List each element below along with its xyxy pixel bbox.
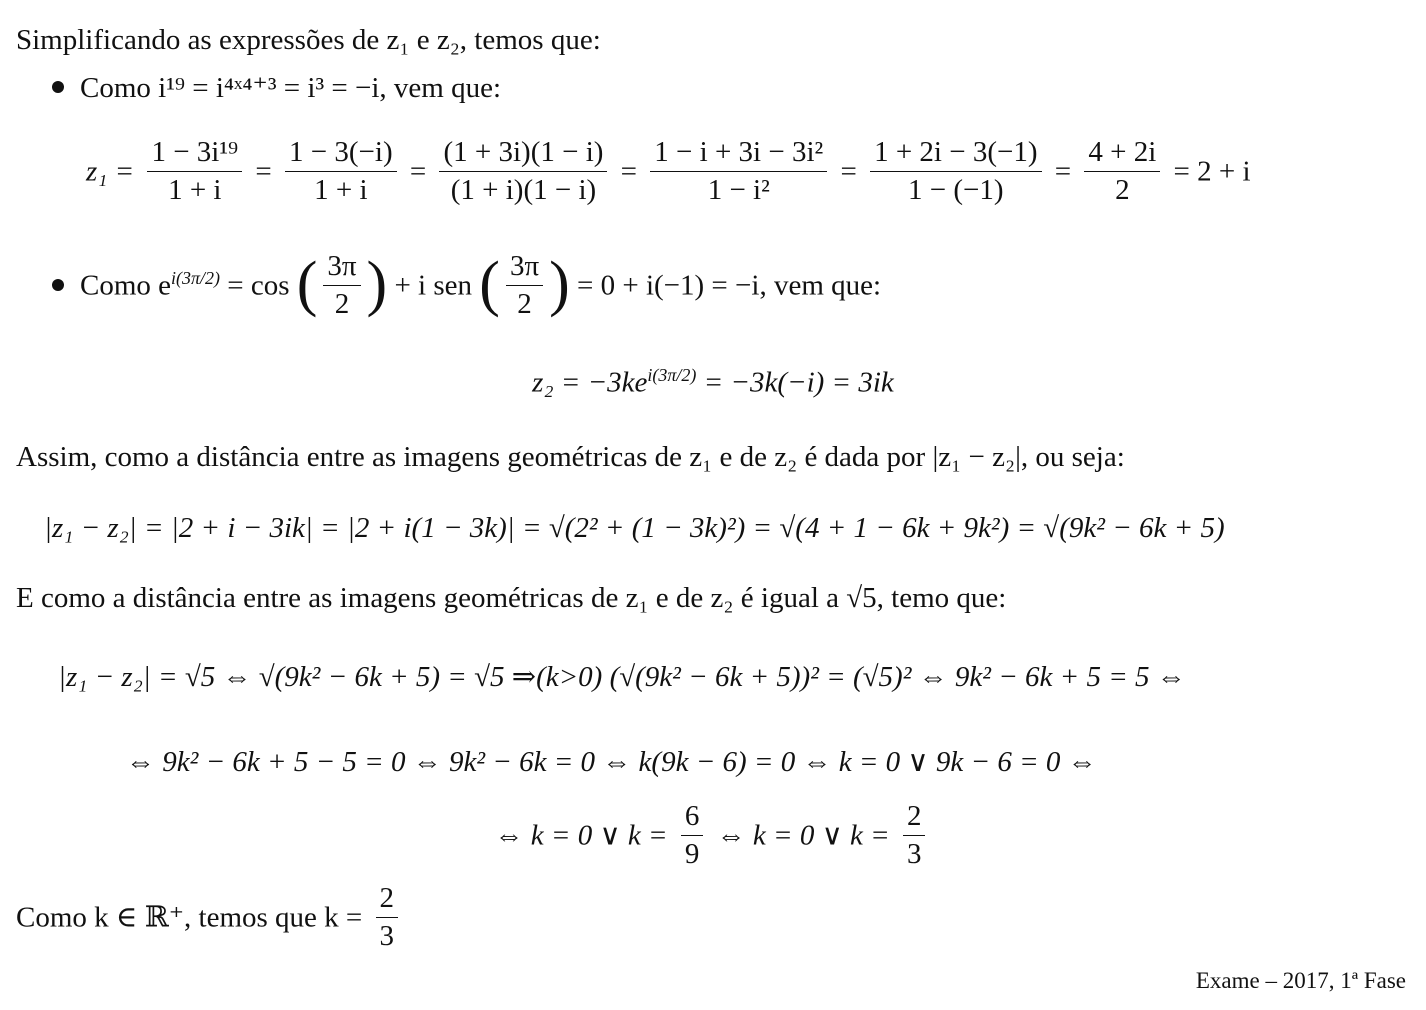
z2-exponent: i(3π/2) xyxy=(647,365,697,385)
conclusion-frac-num: 2 xyxy=(376,882,399,918)
z2-lhs: z₂ = −3ke xyxy=(532,366,648,399)
conclusion-frac xyxy=(376,882,399,954)
z1-frac-4-num: 1 − i + 3i − 3i² xyxy=(650,136,827,172)
frac-6-9-den: 9 xyxy=(684,838,700,871)
solve-line-2 xyxy=(126,748,1097,777)
sqrt5-intro xyxy=(16,584,1006,613)
z1-frac-2 xyxy=(285,136,397,208)
distance-equation-text: |z₁ − z₂| = |2 + i − 3ik| = |2 + i(1 − 3k)| = √(2² + (1 − 3k)²) = √(4 + 1 − 6k + 9k²) = √(9k² − 6k + 5) xyxy=(44,512,1225,544)
bullet-2-text-c: + i sen xyxy=(394,269,473,302)
z1-frac-1-den: 1 + i xyxy=(168,174,222,207)
conclusion-text: Como k ∈ ℝ⁺, temos que k = xyxy=(16,901,363,934)
conclusion-frac-den: 3 xyxy=(379,920,395,953)
conclusion-line xyxy=(16,884,404,956)
z1-frac-5-den: 1 − (−1) xyxy=(908,174,1004,207)
z1-frac-4 xyxy=(650,136,827,208)
exam-footer: Exame – 2017, 1ª Fase xyxy=(1195,968,1406,993)
solve-line-1 xyxy=(58,663,1186,692)
solve-line-2-text: ⇔ 9k² − 6k + 5 − 5 = 0 ⇔ 9k² − 6k = 0 ⇔ k(9k − 6) = 0 ⇔ k = 0 ∨ 9k − 6 = 0 ⇔ xyxy=(126,746,1097,778)
z1-frac-6-den: 2 xyxy=(1115,174,1130,207)
z1-frac-5 xyxy=(870,136,1041,208)
bullet-1-text: Como i¹⁹ = i⁴ˣ⁴⁺³ = i³ = −i, vem que: xyxy=(80,72,502,104)
frac-2-3-den: 3 xyxy=(906,838,922,871)
z1-frac-1 xyxy=(147,136,242,208)
distance-intro xyxy=(16,443,1125,472)
frac-2-3-num: 2 xyxy=(903,800,926,836)
z1-frac-2-num: 1 − 3(−i) xyxy=(285,136,397,172)
bullet-dot xyxy=(52,279,64,291)
solve-line-1-text: |z₁ − z₂| = √5 ⇔ √(9k² − 6k + 5) = √5 ⇒(k>0) (√(9k² − 6k + 5))² = (√5)² ⇔ 9k² − 6k + 5 = 5 ⇔ xyxy=(58,661,1186,693)
z1-equation: z₁ = $\frac{\text{1 − 3i¹⁹}}{1 + i}$ = $\frac{1 - 3(-i)}{1 + i}$ = $\frac{(1 + 3i)(1 - i)}{(1 + i)(1 - i)}$ = $\frac{\text{1 − i + 3i − 3i²}}{\text{1 − i²}}$ = $\frac{1 + 2i - 3(-1)}{1 - (-1)}$ = $\frac{4 + 2i}{2}$ = 2 + i xyxy=(86,136,1251,207)
bullet-2: Como $e^{i(3\pi/2)} = \cos$ ( $\frac{3\pi}{2}$ ) + i sen ( $\frac{3\pi}{2}$ ) = 0 + i(−1) = −i, vem que: xyxy=(52,252,881,324)
z1-frac-3-den: (1 + i)(1 − i) xyxy=(450,174,597,207)
z1-frac-3 xyxy=(439,136,607,208)
bullet-dot xyxy=(52,81,64,93)
distance-intro-text: Assim, como a distância entre as imagens geométricas de z₁ e de z₂ é dada por |z₁ − z₂|, ou seja: xyxy=(16,441,1125,473)
z1-frac-3-num: (1 + 3i)(1 − i) xyxy=(439,136,607,172)
intro-text: Simplificando as expressões de z₁ e z₂, temos que: xyxy=(16,24,601,56)
sen-frac-den: 2 xyxy=(517,288,532,321)
z1-frac-4-den: 1 − i² xyxy=(707,174,770,207)
frac-6-9 xyxy=(681,800,704,872)
solve-line-3-b: ⇔ k = 0 ∨ k = xyxy=(716,819,890,852)
cos-frac-num: 3π xyxy=(323,250,360,286)
bullet-2-text-a: Como e xyxy=(80,269,172,302)
bullet-2-frac-cos xyxy=(323,250,360,322)
z1-lhs: z₁ = xyxy=(86,155,135,188)
bullet-2-text-b: = cos xyxy=(227,269,290,302)
frac-6-9-num: 6 xyxy=(681,800,704,836)
z2-rhs: = −3k(−i) = 3ik xyxy=(703,366,894,399)
z1-frac-6 xyxy=(1084,136,1160,208)
cos-frac-den: 2 xyxy=(334,288,350,321)
bullet-2-frac-sen xyxy=(506,250,543,322)
bullet-2-text-d: = 0 + i(−1) = −i, vem que: xyxy=(577,269,882,302)
solve-line-3-a: ⇔ k = 0 ∨ k = xyxy=(494,819,668,852)
z1-frac-6-num: 4 + 2i xyxy=(1084,136,1160,172)
z1-frac-5-num: 1 + 2i − 3(−1) xyxy=(870,136,1041,172)
z1-result: = 2 + i xyxy=(1173,155,1251,188)
distance-equation xyxy=(44,514,1225,543)
sqrt5-intro-text: E como a distância entre as imagens geométricas de z₁ e de z₂ é igual a √5, temo que: xyxy=(16,582,1007,614)
z2-equation xyxy=(0,366,1426,398)
solve-line-3 xyxy=(0,802,1426,874)
z1-frac-2-den: 1 + i xyxy=(314,174,368,207)
intro-line xyxy=(16,26,601,55)
z1-frac-1-num: 1 − 3i¹⁹ xyxy=(147,136,242,172)
bullet-1 xyxy=(52,74,501,103)
frac-2-3 xyxy=(903,800,926,872)
sen-frac-num: 3π xyxy=(506,250,543,286)
bullet-2-exponent: i(3π/2) xyxy=(171,267,220,288)
